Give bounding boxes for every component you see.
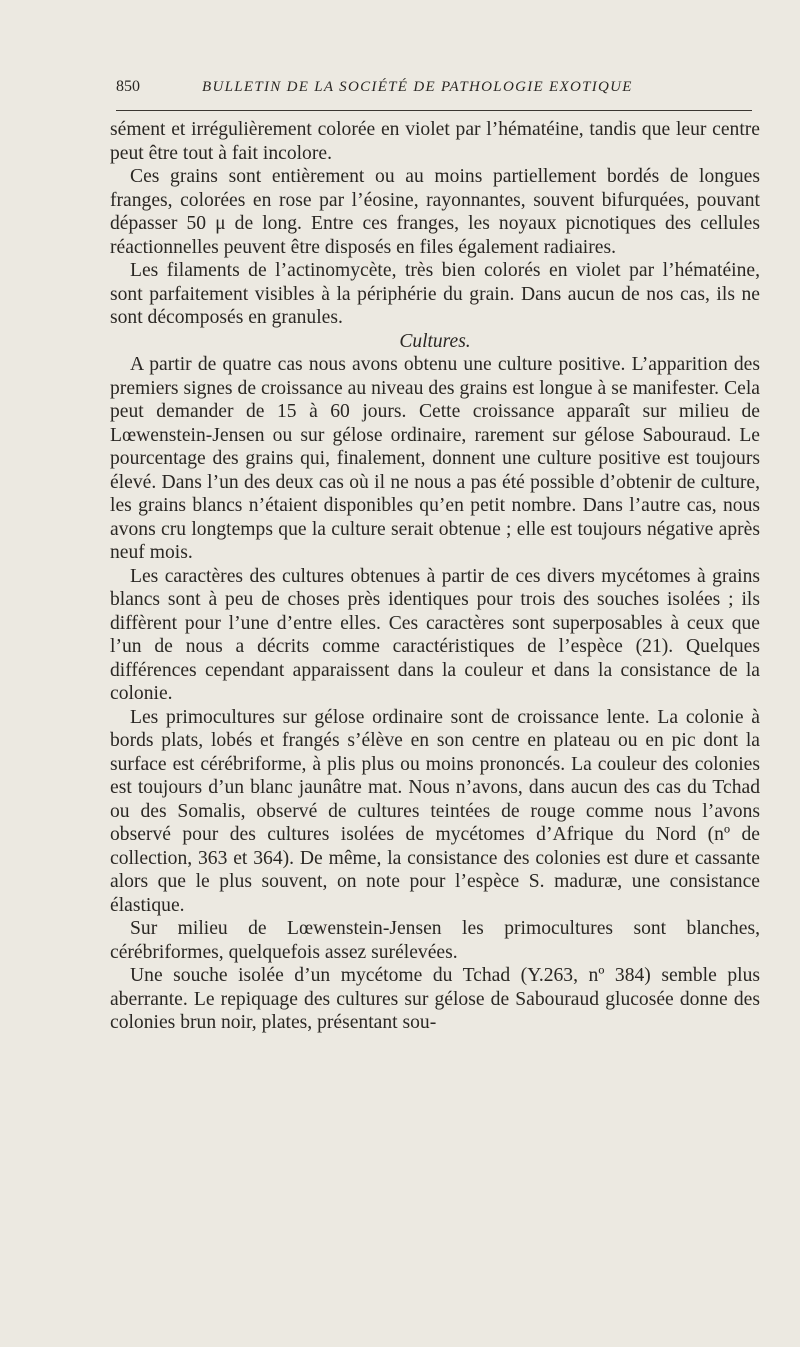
paragraph: Les primocultures sur gélose ordinaire sont de croissance lente. La colonie à bords plats, lobés et frangés s’élève en son centre en plateau ou en pic dont la surface est cérébriforme, à plis plus ou moins prononcés. La couleur des colonies est toujours d’un blanc jaunâtre mat. Nous n’avons, dans aucun des cas du Tchad ou des Somalis, observé de cultures teintées de rouge comme nous l’avons observé pour des cultures isolées de mycétomes d’Afrique du Nord (nº de collection, 363 et 364). De même, la consistance des colonies est dure et cassante alors que le plus souvent, on note pour l’espèce S. maduræ, une consistance élastique.	[110, 706, 760, 916]
paragraph: Une souche isolée d’un mycétome du Tchad (Y.263, nº 384) semble plus aberrante. Le repiquage des cultures sur gélose de Sabouraud glucosée donne des colonies brun noir, plates, présentant sou-	[110, 965, 760, 1033]
paragraph: Les filaments de l’actinomycète, très bien colorés en violet par l’hématéine, sont parfaitement visibles à la périphérie du grain. Dans aucun de nos cas, ils ne sont décomposés en granules.	[110, 260, 760, 328]
paragraph: Les caractères des cultures obtenues à partir de ces divers mycétomes à grains blancs sont à peu de choses près identiques pour trois des souches isolées ; ils diffèrent pour l’une d’entre elles. Ces caractères sont superposables à ceux que l’un de nous a décrits comme caractéristiques de l’espèce (21). Quelques différences cependant apparaissent dans la couleur et dans la consistance de la colonie.	[110, 565, 760, 704]
paragraph: Sur milieu de Lœwenstein-Jensen les primocultures sont blanches, cérébriformes, quelquefois assez surélevées.	[110, 918, 760, 963]
paragraph: A partir de quatre cas nous avons obtenu une culture positive. L’apparition des premiers signes de croissance au niveau des grains est longue à se manifester. Cela peut demander de 15 à 60 jours. Cette croissance apparaît sur milieu de Lœwenstein-Jensen ou sur gélose ordinaire, rarement sur gélose Sabouraud. Le pourcentage des grains qui, finalement, donnent une culture positive est toujours élevé. Dans l’un des deux cas où il ne nous a pas été possible d’obtenir de culture, les grains blancs n’étaient disponibles qu’en petit nombre. Dans l’autre cas, nous avons cru longtemps que la culture serait obtenue ; elle est toujours négative après neuf mois.	[110, 354, 760, 563]
body-text	[110, 118, 760, 1035]
page-number: 850	[116, 78, 140, 95]
paragraph: sément et irrégulièrement colorée en violet par l’hématéine, tandis que leur centre peut être tout à fait incolore.	[110, 119, 760, 164]
header-rule	[116, 110, 752, 111]
page-header	[116, 78, 750, 104]
paragraph: Ces grains sont entièrement ou au moins partiellement bordés de longues franges, colorées en rose par l’éosine, rayonnantes, souvent bifurquées, pouvant dépasser 50 μ de long. Entre ces franges, les noyaux picnotiques des cellules réactionnelles peuvent être disposés en files également radiaires.	[110, 166, 760, 258]
section-title: Cultures.	[399, 330, 471, 352]
running-title: BULLETIN DE LA SOCIÉTÉ DE PATHOLOGIE EXOTIQUE	[202, 79, 633, 95]
